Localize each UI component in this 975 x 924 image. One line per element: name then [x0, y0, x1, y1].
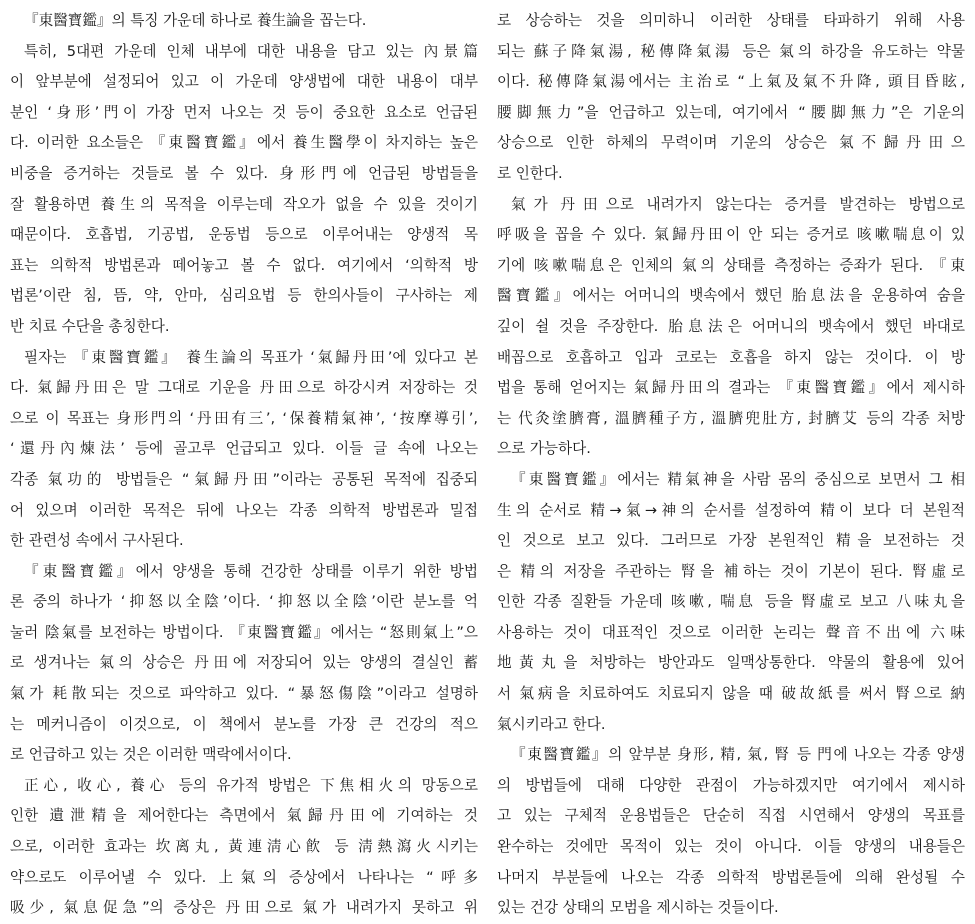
text-line: 기에 咳嗽喘息은 인체의 氣의 상태를 측정하는 증좌가 된다. 『東 — [497, 256, 965, 274]
text-line: 의 방법들에 대해 다양한 관점이 가능하겠지만 여기에서 제시하 — [497, 776, 965, 794]
text-line: 사용하는 것이 대표적인 것으로 이러한 논리는 聲音不出에 六味 — [497, 623, 965, 641]
left-text-column — [10, 6, 478, 924]
text-line: 氣시키라고 한다. — [497, 715, 606, 733]
text-line: 生의 순서로 精→氣→神의 순서를 설정하여 精이 보다 더 본원적 — [497, 501, 965, 519]
text-line: 약으로도 이루어낼 수 있다. 上氣의 증상에서 나타나는 “呼多 — [10, 868, 478, 886]
text-line: 腰脚無力”을 언급하고 있는데, 여기에서 “腰脚無力”은 기운의 — [497, 103, 965, 121]
text-line: 醫寶鑑』에서는 어머니의 뱃속에서 했던 胎息法을 운용하여 숨을 — [497, 287, 965, 305]
text-line: 깊이 쉴 것을 주장한다. 胎息法은 어머니의 뱃속에서 했던 바대로 — [497, 317, 965, 335]
text-line: 반 치료 수단을 총칭한다. — [10, 317, 170, 335]
text-line: 으로 이 목표는 身形門의 ‘丹田有三’, ‘保養精氣神’, ‘按摩導引’, — [10, 409, 478, 427]
text-line: 『東醫寶鑑』에서는 精氣神을 사람 몸의 중심으로 보면서 그 相 — [511, 470, 965, 488]
text-line: 서 氣病을 치료하여도 치료되지 않을 때 破故紙를 써서 腎으로 納 — [497, 685, 965, 703]
text-line: 이다. 秘傳降氣湯에서는 主治로 “上氣及氣不升降, 頭目昏眩, — [497, 73, 965, 91]
text-line: 인한 각종 질환들 가운데 咳嗽, 喘息 등을 腎虛로 보고 八味丸을 — [497, 593, 965, 611]
text-line: 氣가 丹田으로 내려가지 않는다는 증거를 발견하는 방법으로 — [511, 195, 965, 213]
text-line: 地黃丸을 처방하는 방안과도 일맥상통한다. 약물의 활용에 있어 — [497, 654, 965, 672]
text-line: 로 상승하는 것을 의미하니 이러한 상태를 타파하기 위해 사용 — [497, 12, 965, 29]
text-line: 으로 가능하다. — [497, 440, 591, 458]
text-line: 吸少, 氣息促急”의 증상은 丹田으로 氣가 내려가지 못하고 위 — [10, 899, 478, 917]
text-line: 呼吸을 꼽을 수 있다. 氣歸丹田이 안 되는 증거로 咳嗽喘息이 있 — [497, 226, 965, 244]
text-line: 법론’이란 침, 뜸, 약, 안마, 심리요법 등 한의사들이 구사하는 제 — [10, 287, 478, 305]
text-line: 이 앞부분에 설정되어 있고 이 가운데 양생법에 대한 내용이 대부 — [10, 73, 478, 91]
text-line: 다. 氣歸丹田은 말 그대로 기운을 丹田으로 하강시켜 저장하는 것 — [10, 379, 478, 397]
text-line: 배꼽으로 호흡하고 입과 코로는 호흡을 하지 않는 것이다. 이 방 — [497, 348, 965, 366]
text-line: 눌러 陰氣를 보전하는 방법이다. 『東醫寶鑑』에서는 “怒則氣上”으 — [10, 623, 478, 641]
text-line: 한 관련성 속에서 구사된다. — [10, 532, 184, 550]
text-line: 비중을 증거하는 것들로 볼 수 있다. 身形門에 언급된 방법들을 — [10, 164, 478, 182]
text-line: 『東醫寶鑑』의 특징 가운데 하나로 養生論을 꼽는다. — [24, 12, 367, 29]
text-line: 로 언급하고 있는 것은 이러한 맥락에서이다. — [10, 746, 292, 764]
text-line: 나머지 부분들에 나오는 각종 의학적 방법론들에 의해 완성될 수 — [497, 868, 965, 886]
text-line: 있는 건강 상태의 모범을 제시하는 것들이다. — [497, 899, 779, 917]
text-line: 로 생겨나는 氣의 상승은 丹田에 저장되어 있는 양생의 결실인 蓄 — [10, 654, 478, 672]
text-line: 상승으로 인한 하체의 무력이며 기운의 상승은 氣不歸丹田으 — [497, 134, 965, 152]
text-line: 로 인한다. — [497, 164, 563, 182]
text-line: 특히, 5대편 가운데 인체 내부에 대한 내용을 담고 있는 內景篇 — [24, 42, 478, 60]
text-line: 은 精의 저장을 주관하는 腎을 補하는 것이 기본이 된다. 腎虛로 — [497, 562, 965, 580]
text-line: 인 것으로 보고 있다. 그러므로 가장 본원적인 精을 보전하는 것 — [497, 532, 965, 550]
text-line: 고 있는 구체적 운용법들은 단순히 직접 시연해서 양생의 목표를 — [497, 807, 965, 825]
text-line: 正心, 收心, 養心 등의 유가적 방법은 下焦相火의 망동으로 — [24, 776, 478, 794]
text-line: 잘 활용하면 養生의 목적을 이루는데 작오가 없을 수 있을 것이기 — [10, 195, 478, 213]
text-line: 때문이다. 호흡법, 기공법, 운동법 등으로 이루어내는 양생적 목 — [10, 226, 478, 244]
text-line: 氣가 耗散되는 것으로 파악하고 있다. “暴怒傷陰”이라고 설명하 — [10, 685, 478, 703]
text-line: 되는 蘇子降氣湯, 秘傳降氣湯 등은 氣의 하강을 유도하는 약물 — [497, 42, 965, 60]
text-line: 는 代灸塗臍膏, 溫臍種子方, 溫臍兜肚方, 封臍艾 등의 각종 처방 — [497, 409, 965, 427]
text-line: 표는 의학적 방법론과 떼어놓고 볼 수 없다. 여기에서 ‘의학적 방 — [10, 256, 478, 274]
text-line: 분인 ‘身形’門이 가장 먼저 나오는 것 등이 중요한 요소로 언급된 — [10, 103, 478, 121]
text-line: 각종 氣功的 방법들은 “氣歸丹田”이라는 공통된 목적에 집중되 — [10, 470, 478, 488]
right-text-column — [497, 6, 965, 924]
text-line: 필자는 『東醫寶鑑』 養生論의 목표가 ‘氣歸丹田’에 있다고 본 — [24, 348, 478, 366]
text-line: 어 있으며 이러한 목적은 뒤에 나오는 각종 의학적 방법론과 밀접 — [10, 501, 478, 519]
text-line: 으로, 이러한 효과는 坎离丸, 黃連淸心飮 등 淸熱瀉火시키는 — [10, 838, 478, 856]
text-line: 『東醫寶鑑』에서 양생을 통해 건강한 상태를 이루기 위한 방법 — [24, 562, 478, 580]
text-line: 완수하는 것에만 목적이 있는 것이 아니다. 이들 양생의 내용들은 — [497, 838, 965, 856]
text-line: 법을 통해 얻어지는 氣歸丹田의 결과는 『東醫寶鑑』에서 제시하 — [497, 379, 965, 397]
text-line: 론 중의 하나가 ‘抑怒以全陰’이다. ‘抑怒以全陰’이란 분노를 억 — [10, 593, 478, 611]
text-line: 인한 遺泄精을 제어한다는 측면에서 氣歸丹田에 기여하는 것 — [10, 807, 478, 825]
text-line: ‘還丹內煉法’ 등에 골고루 언급되고 있다. 이들 글 속에 나오는 — [10, 440, 478, 458]
text-line: 다. 이러한 요소들은 『東醫寶鑑』에서 養生醫學이 차지하는 높은 — [10, 134, 478, 152]
text-line: 는 메커니즘이 이것으로, 이 책에서 분노를 가장 큰 건강의 적으 — [10, 715, 478, 733]
text-line: 『東醫寶鑑』의 앞부분 身形, 精, 氣, 腎 등 門에 나오는 각종 양생 — [511, 746, 965, 764]
